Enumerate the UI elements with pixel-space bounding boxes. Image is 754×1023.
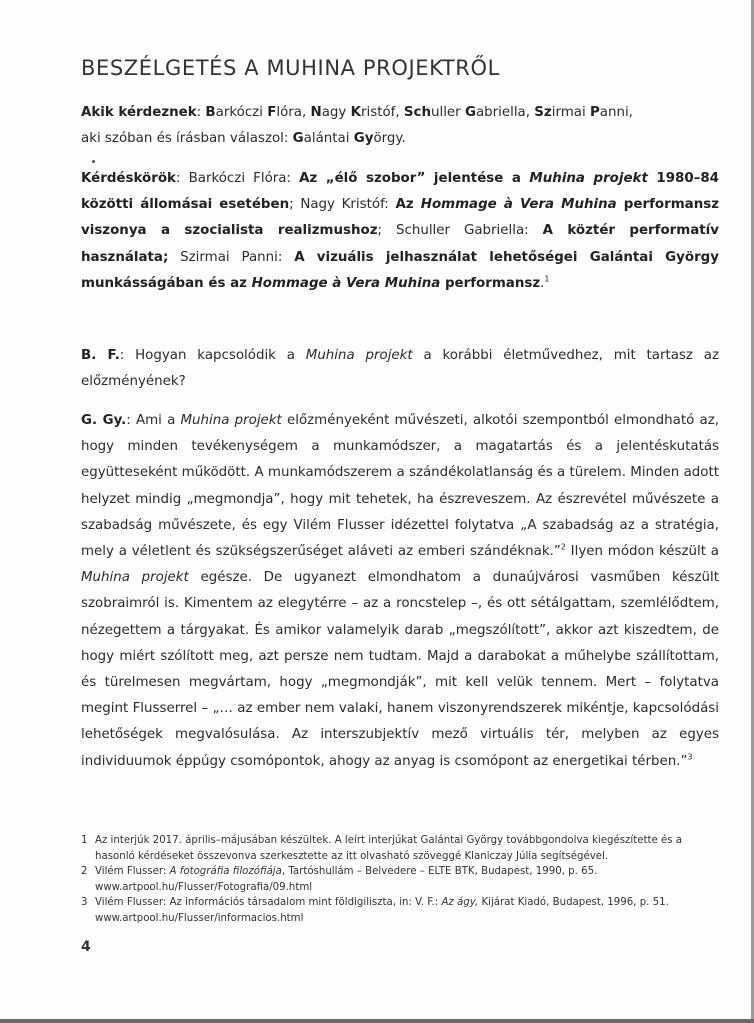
footnote-3-link[interactable]: www.artpool.hu/Flusser/informacios.html bbox=[95, 912, 304, 924]
answer-speaker: G. Gy. bbox=[81, 413, 127, 428]
answerer-name: Galántai György. bbox=[292, 131, 406, 147]
question-paragraph: B. F.: Hogyan kapcsolódik a Muhina projekt a korábbi életművedhez, mit tartasz az előzményének? bbox=[81, 348, 719, 390]
participants-paragraph: Akik kérdeznek: Barkóczi Flóra, Nagy Kristóf, Schuller Gabriella, Szirmai Panni, aki szóban és írásban válaszol: Galántai György. bbox=[81, 105, 633, 147]
footnote-2-link[interactable]: www.artpool.hu/Flusser/Fotografia/09.html bbox=[95, 881, 313, 893]
footnote-ref-1: 1 bbox=[544, 274, 550, 284]
topics-label: Kérdéskörök bbox=[81, 171, 176, 186]
participants-label: Akik kérdeznek bbox=[81, 105, 197, 120]
footnote-ref-2: 2 bbox=[560, 542, 566, 552]
participant-names: Barkóczi Flóra, Nagy Kristóf, Schuller Gabriella, Szirmai Panni, bbox=[205, 105, 633, 120]
stray-mark bbox=[92, 160, 95, 163]
footnote-1: 1 Az interjúk 2017. április–májusában készültek. A leírt interjúkat Galántai György továbbgondolva kiegészítette és a hasonló kérdéseket összevonva szerkesztette az itt olvasható szöveggé Klaniczay Júlia segítségével. bbox=[81, 835, 683, 862]
footnote-ref-3: 3 bbox=[687, 752, 693, 762]
footnotes bbox=[81, 833, 721, 926]
page-number: 4 bbox=[81, 939, 91, 955]
footnote-2: 2 Vilém Flusser: A fotográfia filozófiája, Tartóshullám – Belvedere – ELTE BTK, Budapest, 1990, p. 65. www.artpool.hu/Flusser/Fotografia/09.html bbox=[81, 866, 598, 893]
page-title: BESZÉLGETÉS A MUHINA PROJEKTRŐL bbox=[81, 56, 500, 80]
answer-paragraph: G. Gy.: Ami a Muhina projekt előzményeként művészeti, alkotói szempontból elmondható az, hogy minden tevékenységem a munkamódszer, a magatartás és a jelentéskutatás együtteseként működött. A munkamódszerem a szándékolatlanság és a türelem. Minden adott helyzet mindig „megmondja”, hogy mit tehetek, ha észreveszem. Az észrevétel művészete a szabadság művészete, és egy Vilém Flusser idézettel folytatva „A szabadság az a stratégia, mely a véletlent és szükségszerűséget aláveti az emberi szándéknak.”$^2$ Ilyen módon készült a Muhina projekt egésze. De ugyanezt elmondhatom a dunaújvárosi vasműben készült szobraimról is. Kimentem az elegytérre – az a roncstelep –, és ott sétálgattam, szemlélődtem, nézegettem a tárgyakat. És amikor valamelyik darab „megszólított”, akkor azt kiszedtem, de hogy miért szólított meg, azt persze nem tudtam. Majd a darabokat a műhelybe szállítottam, és türelmesen megvártam, hogy „megmondják”, mit kell velük tennem. Mert – folytatva megint Flusserrel – „… az ember nem valaki, hanem viszonyrendszerek mikéntje, kapcsolódási lehetőségek megvalósulása. Az interszubjektív mező virtuális tér, melyben az egyes individuumok éppúgy csomópontok, ahogy az anyag is csomópont az energetikai térben.”$^3$ bbox=[81, 413, 719, 769]
page-edge bbox=[0, 1019, 754, 1023]
answerer-prefix: aki szóban és írásban válaszol: bbox=[81, 131, 293, 147]
footnote-3: 3 Vilém Flusser: Az információs társadalom mint földigiliszta, in: V. F.: Az ágy, Kijárat Kiadó, Budapest, 1996, p. 51. www.artpool.hu/Flusser/informacios.html bbox=[81, 897, 669, 924]
question-speaker: B. F. bbox=[81, 348, 120, 363]
topics-paragraph: Kérdéskörök: Barkóczi Flóra: Az „élő szobor” jelentése a Muhina projekt 1980–84 közötti állomásai esetében; Nagy Kristóf: Az Hommage à Vera Muhina performansz viszonya a szocialista realizmushoz; Schuller Gabriella: A köztér performatív használata; Szirmai Panni: A vizuális jelhasználat lehetőségei Galántai György munkásságában és az Hommage à Vera Muhina performansz.$^1$ bbox=[81, 171, 719, 291]
